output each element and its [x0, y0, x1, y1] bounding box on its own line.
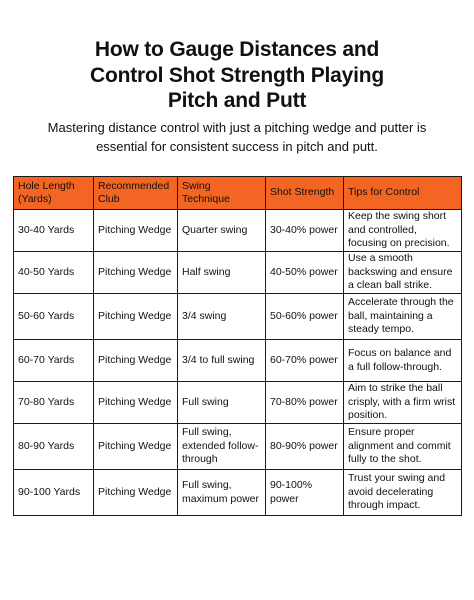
cell-tips: Keep the swing short and controlled, focusing on precision. — [344, 210, 462, 252]
cell-tips: Aim to strike the ball crisply, with a firm wrist position. — [344, 382, 462, 424]
cell-club: Pitching Wedge — [94, 210, 178, 252]
table-row — [14, 210, 462, 252]
cell-club: Pitching Wedge — [94, 294, 178, 340]
cell-strength: 70-80% power — [266, 382, 344, 424]
cell-tips: Use a smooth backswing and ensure a clean ball strike. — [344, 252, 462, 294]
cell-hole-length: 60-70 Yards — [14, 340, 94, 382]
intro-text — [0, 118, 474, 156]
header-hole-length: Hole Length (Yards) — [14, 177, 94, 210]
cell-hole-length: 30-40 Yards — [14, 210, 94, 252]
title-line-3: Pitch and Putt — [167, 89, 307, 112]
table-row — [14, 340, 462, 382]
cell-tips: Focus on balance and a full follow-through. — [344, 340, 462, 382]
cell-swing: 3/4 to full swing — [178, 340, 266, 382]
header-swing-technique: Swing Technique — [178, 177, 266, 210]
cell-club: Pitching Wedge — [94, 424, 178, 470]
table-row — [14, 424, 462, 470]
cell-hole-length: 50-60 Yards — [14, 294, 94, 340]
table-header-row — [14, 177, 462, 210]
cell-strength: 30-40% power — [266, 210, 344, 252]
title-line-2: Control Shot Strength Playing — [89, 63, 385, 87]
distance-control-table — [13, 176, 462, 516]
cell-swing: Half swing — [178, 252, 266, 294]
header-tips-for-control: Tips for Control — [344, 177, 462, 210]
cell-strength: 50-60% power — [266, 294, 344, 340]
table-row — [14, 470, 462, 516]
cell-strength: 60-70% power — [266, 340, 344, 382]
cell-tips: Ensure proper alignment and commit fully to the shot. — [344, 424, 462, 470]
cell-tips: Accelerate through the ball, maintaining a steady tempo. — [344, 294, 462, 340]
cell-tips: Trust your swing and avoid decelerating through impact. — [344, 470, 462, 516]
header-recommended-club: Recommended Club — [94, 177, 178, 210]
cell-swing: 3/4 swing — [178, 294, 266, 340]
cell-club: Pitching Wedge — [94, 382, 178, 424]
cell-strength: 90-100% power — [266, 470, 344, 516]
intro-line-1: Mastering distance control with just a pitching wedge and putter is — [47, 120, 427, 135]
cell-hole-length: 40-50 Yards — [14, 252, 94, 294]
cell-hole-length: 70-80 Yards — [14, 382, 94, 424]
page-title — [0, 37, 474, 114]
header-shot-strength: Shot Strength — [266, 177, 344, 210]
title-line-1: How to Gauge Distances and — [94, 38, 380, 61]
cell-swing: Quarter swing — [178, 210, 266, 252]
cell-club: Pitching Wedge — [94, 340, 178, 382]
intro-line-2: essential for consistent success in pitch and putt. — [96, 139, 378, 154]
cell-club: Pitching Wedge — [94, 252, 178, 294]
cell-swing: Full swing — [178, 382, 266, 424]
cell-swing: Full swing, extended follow-through — [178, 424, 266, 470]
table-row — [14, 382, 462, 424]
cell-swing: Full swing, maximum power — [178, 470, 266, 516]
cell-hole-length: 80-90 Yards — [14, 424, 94, 470]
cell-strength: 80-90% power — [266, 424, 344, 470]
cell-strength: 40-50% power — [266, 252, 344, 294]
cell-club: Pitching Wedge — [94, 470, 178, 516]
cell-hole-length: 90-100 Yards — [14, 470, 94, 516]
table-row — [14, 252, 462, 294]
table-row — [14, 294, 462, 340]
